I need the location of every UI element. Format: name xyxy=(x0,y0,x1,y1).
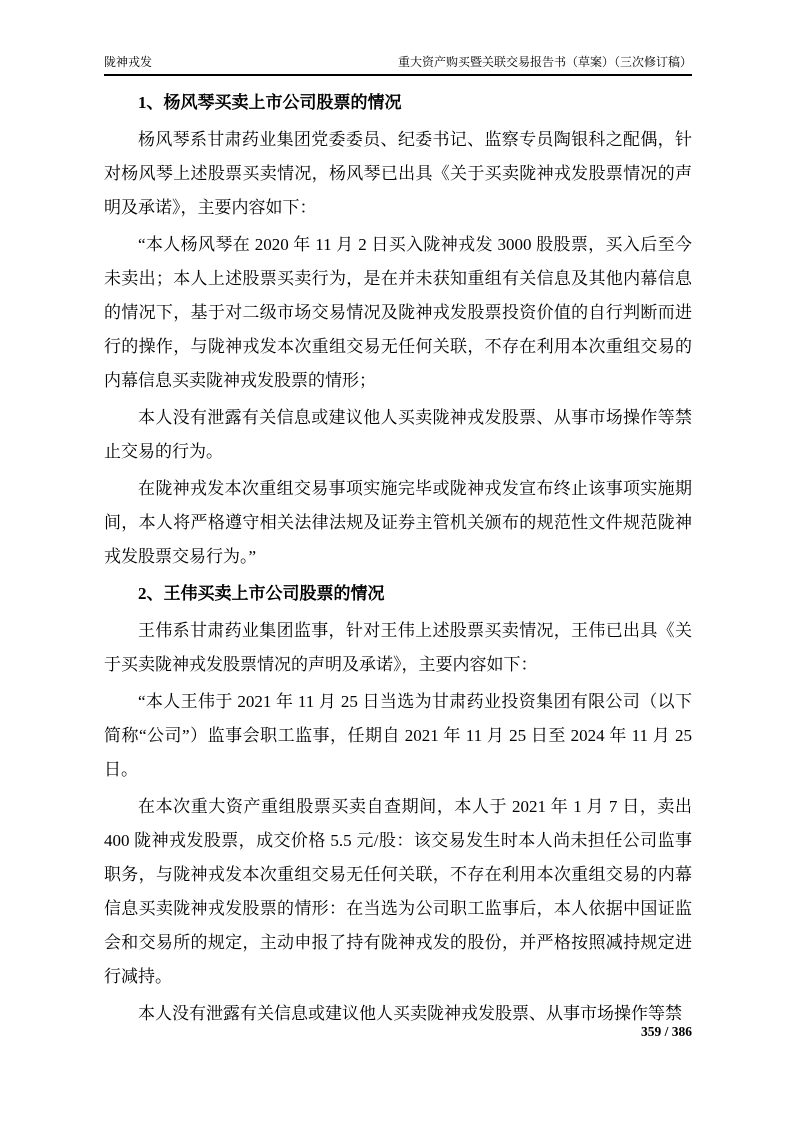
page-number: 359 / 386 xyxy=(640,1024,692,1039)
body-paragraph: 本人没有泄露有关信息或建议他人买卖陇神戎发股票、从事市场操作等禁 xyxy=(138,1004,682,1023)
document-body xyxy=(104,86,692,1031)
body-paragraph: 本人没有泄露有关信息或建议他人买卖陇神戎发股票、从事市场操作等禁止交易的行为。 xyxy=(104,408,692,461)
body-paragraph: 在陇神戎发本次重组交易事项实施完毕或陇神戎发宣布终止该事项实施期间，本人将严格遵守相关法律法规及证券主管机关颁布的规范性文件规范陇神戎发股票交易行为。” xyxy=(104,479,692,566)
body-paragraph: “本人杨风琴在 2020 年 11 月 2 日买入陇神戎发 3000 股股票，买入后至今未卖出；本人上述股票买卖行为，是在并未获知重组有关信息及其他内幕信息的情况下，基于对二级市场交易情况及陇神戎发股票投资价值的自行判断而进行的操作，与陇神戎发本次重组交易无任何关联，不存在利用本次重组交易的内幕信息买卖陇神戎发股票的情形； xyxy=(104,235,692,390)
page-footer xyxy=(104,1024,692,1039)
page-header xyxy=(104,55,692,76)
section-heading: 1、杨风琴买卖上市公司股票的情况 xyxy=(138,93,402,112)
body-paragraph: 王伟系甘肃药业集团监事，针对王伟上述股票买卖情况，王伟已出具《关于买卖陇神戎发股票情况的声明及承诺》，主要内容如下： xyxy=(104,621,692,674)
body-paragraph: 杨风琴系甘肃药业集团党委委员、纪委书记、监察专员陶银科之配偶，针对杨风琴上述股票买卖情况，杨风琴已出具《关于买卖陇神戎发股票情况的声明及承诺》，主要内容如下： xyxy=(104,130,692,217)
section-heading: 2、王伟买卖上市公司股票的情况 xyxy=(138,584,385,603)
header-right-title: 重大资产购买暨关联交易报告书（草案）（三次修订稿） xyxy=(397,55,692,69)
header-left-title: 陇神戎发 xyxy=(104,55,153,69)
body-paragraph: 在本次重大资产重组股票买卖自查期间，本人于 2021 年 1 月 7 日，卖出 400 陇神戎发股票，成交价格 5.5 元/股：该交易发生时本人尚未担任公司监事职务，与陇神戎发本次重组交易无任何关联，不存在利用本次重组交易的内幕信息买卖陇神戎发股票的情形：在当选为公司职工监事后，本人依据中国证监会和交易所的规定，主动申报了持有陇神戎发的股份，并严格按照减持规定进行减持。 xyxy=(104,797,692,986)
body-paragraph: “本人王伟于 2021 年 11 月 25 日当选为甘肃药业投资集团有限公司（以下简称“公司”）监事会职工监事，任期自 2021 年 11 月 25 日至 2024 年 11 月 25 日。 xyxy=(104,692,692,779)
